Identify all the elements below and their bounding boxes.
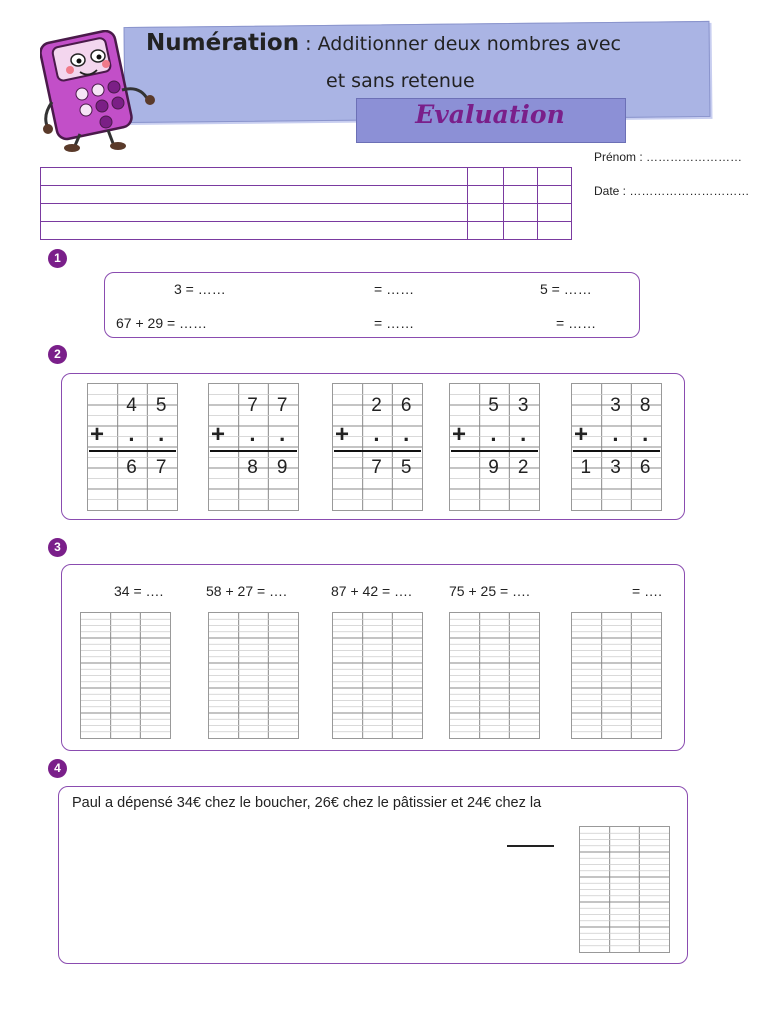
table-row bbox=[41, 222, 572, 240]
writing-grid[interactable] bbox=[449, 612, 540, 739]
subtitle: Evaluation bbox=[415, 100, 565, 129]
title-main: Numération bbox=[146, 30, 300, 56]
sum-digit: 7 bbox=[155, 457, 167, 478]
missing-digit-slot[interactable]: . bbox=[158, 421, 165, 446]
ex1-eq-4: 67 + 29 = …… bbox=[116, 315, 208, 331]
addend-digit: 6 bbox=[400, 395, 412, 416]
ex1-eq-5: = …… bbox=[374, 315, 415, 331]
ex1-eq-6: = …… bbox=[556, 315, 597, 331]
prenom-field[interactable]: Prénom : …………………… bbox=[594, 150, 743, 164]
sum-rule bbox=[573, 450, 660, 452]
sum-digit: 7 bbox=[371, 457, 382, 478]
sum-digit: 1 bbox=[580, 457, 592, 478]
plus-sign: + bbox=[90, 421, 105, 448]
section-4-badge: 4 bbox=[48, 759, 67, 778]
sum-digit: 8 bbox=[247, 457, 258, 478]
writing-grid[interactable] bbox=[208, 612, 299, 739]
ex3-eq-2: 58 + 27 = …. bbox=[206, 583, 287, 599]
sum-rule bbox=[89, 450, 176, 452]
ex3-eq-4: 75 + 25 = …. bbox=[449, 583, 530, 599]
addend-digit: 8 bbox=[639, 395, 651, 416]
missing-digit-slot[interactable]: . bbox=[128, 421, 135, 446]
addend-digit: 3 bbox=[610, 395, 621, 416]
sum-rule bbox=[210, 450, 297, 452]
addend-digit: 5 bbox=[155, 395, 167, 416]
missing-digit-slot[interactable]: . bbox=[642, 421, 649, 446]
addend-digit: 5 bbox=[488, 395, 499, 416]
missing-digit-slot[interactable]: . bbox=[249, 421, 256, 446]
calculator-mascot-icon bbox=[40, 30, 160, 152]
ex1-eq-2: = …… bbox=[374, 281, 415, 297]
addend-digit: 3 bbox=[517, 395, 529, 416]
writing-grid[interactable] bbox=[80, 612, 171, 739]
competency-table bbox=[40, 167, 572, 240]
table-row bbox=[41, 204, 572, 222]
missing-digit-slot[interactable]: . bbox=[279, 421, 286, 446]
sum-digit: 3 bbox=[610, 457, 621, 478]
ex3-eq-3: 87 + 42 = …. bbox=[331, 583, 412, 599]
page-title bbox=[146, 30, 621, 56]
plus-sign: + bbox=[335, 421, 350, 448]
missing-digit-slot[interactable]: . bbox=[403, 421, 410, 446]
title-rest: : Additionner deux nombres avec bbox=[305, 33, 621, 55]
sum-digit: 5 bbox=[400, 457, 412, 478]
missing-digit-slot[interactable]: . bbox=[490, 421, 497, 446]
sum-digit: 6 bbox=[639, 457, 651, 478]
sum-digit: 6 bbox=[126, 457, 137, 478]
answer-line[interactable] bbox=[507, 845, 554, 847]
sum-digit: 2 bbox=[517, 457, 529, 478]
addend-digit: 7 bbox=[276, 395, 288, 416]
plus-sign: + bbox=[452, 421, 467, 448]
addend-digit: 2 bbox=[371, 395, 382, 416]
ex1-eq-1: 3 = …… bbox=[174, 281, 226, 297]
sum-digit: 9 bbox=[488, 457, 499, 478]
ex3-eq-5: = …. bbox=[632, 583, 662, 599]
plus-sign: + bbox=[211, 421, 226, 448]
addend-digit: 7 bbox=[247, 395, 258, 416]
section-3-badge: 3 bbox=[48, 538, 67, 557]
ex3-eq-1: 34 = …. bbox=[114, 583, 164, 599]
sum-rule bbox=[334, 450, 421, 452]
missing-digit-slot[interactable]: . bbox=[520, 421, 527, 446]
addend-digit: 4 bbox=[126, 395, 137, 416]
plus-sign: + bbox=[574, 421, 589, 448]
writing-grid[interactable] bbox=[579, 826, 670, 953]
section-1-badge: 1 bbox=[48, 249, 67, 268]
missing-digit-slot[interactable]: . bbox=[373, 421, 380, 446]
writing-grid[interactable] bbox=[332, 612, 423, 739]
table-row bbox=[41, 168, 572, 186]
sum-digit: 9 bbox=[276, 457, 288, 478]
writing-grid[interactable] bbox=[571, 612, 662, 739]
word-problem-text: Paul a dépensé 34€ chez le boucher, 26€ chez le pâtissier et 24€ chez la bbox=[72, 795, 542, 811]
missing-digit-slot[interactable]: . bbox=[612, 421, 619, 446]
title-line-2: et sans retenue bbox=[326, 70, 475, 92]
ex1-eq-3: 5 = …… bbox=[540, 281, 592, 297]
sum-rule bbox=[451, 450, 538, 452]
section-2-badge: 2 bbox=[48, 345, 67, 364]
date-field[interactable]: Date : ………………………… bbox=[594, 184, 750, 198]
table-row bbox=[41, 186, 572, 204]
